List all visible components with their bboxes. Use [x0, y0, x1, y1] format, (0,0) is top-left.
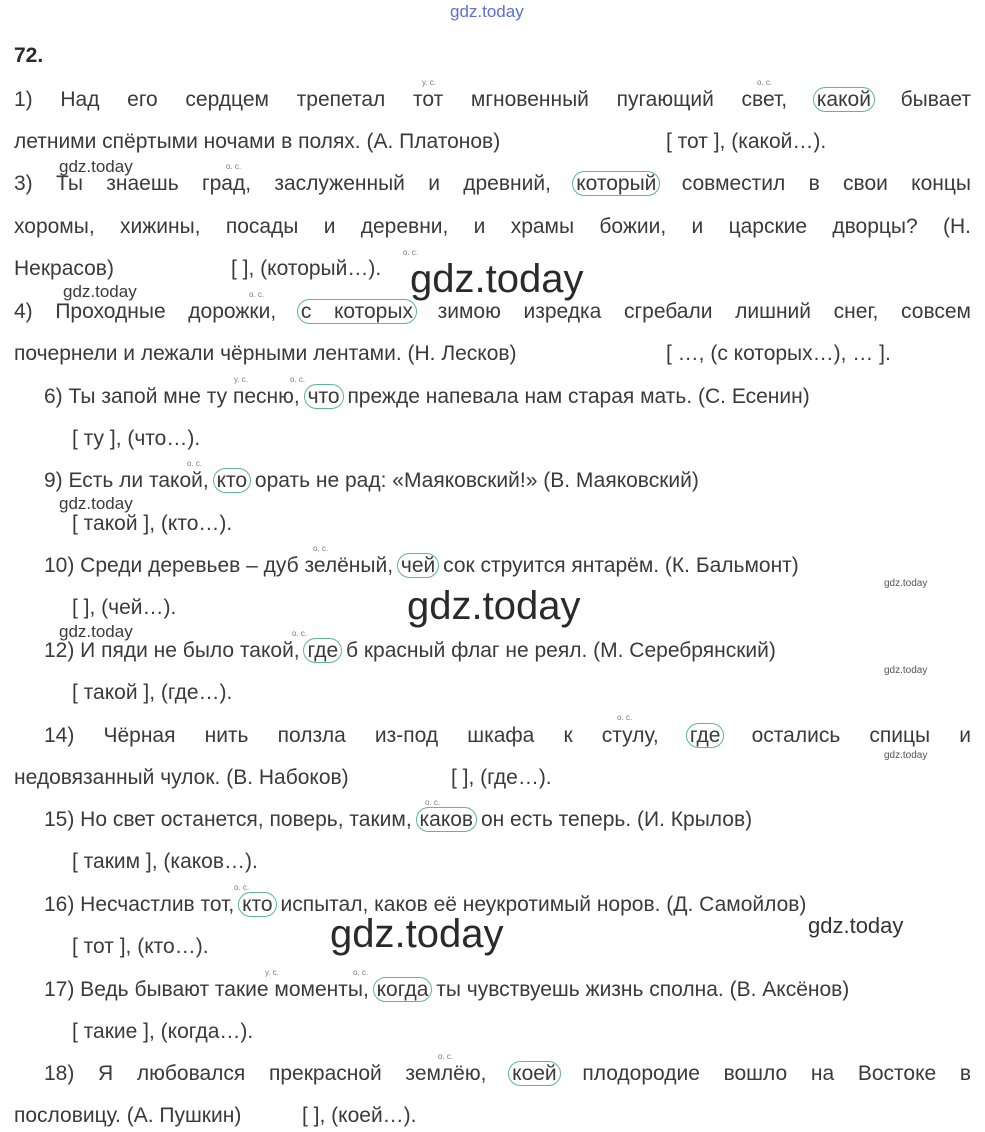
relative-word-highlight: что [304, 384, 344, 409]
note-us: у. с. [422, 78, 436, 87]
watermark-small: gdz.today [59, 157, 133, 176]
sentence-3-line-2 [14, 214, 971, 240]
relative-word-highlight: где [303, 638, 342, 663]
exercise-number: 72. [14, 44, 44, 67]
watermark-tiny: gdz.today [884, 578, 928, 589]
watermark-big: gdz.today [410, 257, 584, 301]
scheme-12: [ такой ], (где…). [72, 681, 233, 704]
text-segment: 10) Среди деревьев – дуб зелёный, [44, 554, 394, 577]
scheme-3: [ ], (который…). [231, 257, 382, 280]
scheme-18: [ ], (коей…). [302, 1104, 417, 1127]
text-segment: б красный флаг не реял. (М. Серебрянский) [345, 639, 776, 662]
text-segment: 3) Ты знаешь град, заслуженный и древний, [14, 172, 551, 195]
text-segment: совместил в свои концы [681, 172, 971, 195]
relative-word-highlight: с которых [297, 299, 417, 324]
sentence-18-line-2: пословицу. (А. Пушкин) [14, 1104, 242, 1127]
scheme-16: [ тот ], (кто…). [72, 935, 209, 958]
scheme-1: [ тот ], (какой…). [666, 130, 827, 153]
relative-word-highlight: кто [213, 468, 252, 493]
sentence-12-line-1 [44, 638, 776, 664]
scheme-4: [ …, (с которых…), … ]. [666, 342, 891, 365]
watermark-big: gdz.today [330, 912, 504, 956]
watermark-top: gdz.today [450, 2, 524, 21]
watermark-tiny: gdz.today [884, 750, 928, 761]
text-segment: 9) Есть ли такой, [44, 469, 209, 492]
sentence-14-line-2: недовязанный чулок. (В. Набоков) [14, 766, 349, 789]
note-os: о. с. [313, 544, 329, 553]
text-segment: летними спёртыми ночами в полях. (А. Платонов) [14, 130, 501, 153]
relative-word-highlight: который [572, 171, 660, 196]
sentence-4-line-2: почернели и лежали чёрными лентами. (Н. Лесков) [14, 342, 517, 365]
scheme-17: [ такие ], (когда…). [72, 1020, 254, 1043]
text-segment: 12) И пяди не было такой, [44, 639, 300, 662]
text-segment: зимою изредка сгребали лишний снег, совсем [437, 300, 971, 323]
note-os: о. с. [234, 883, 250, 892]
text-segment: 15) Но свет останется, поверь, таким, [44, 808, 412, 831]
note-os: о. с. [403, 248, 419, 257]
relative-word-highlight: кто [238, 892, 277, 917]
text-segment: остались спицы и [751, 724, 971, 747]
note-os: о. с. [292, 629, 308, 638]
note-os: о. с. [353, 968, 369, 977]
scheme-10: [ ], (чей…). [72, 596, 177, 619]
sentence-4-line-1 [14, 299, 971, 325]
note-os: о. с. [438, 1052, 454, 1061]
text-segment: 1) Над его сердцем трепетал тот мгновенный пугающий свет, [14, 88, 788, 111]
relative-word-highlight: коей [508, 1061, 561, 1086]
note-os: о. с. [187, 459, 203, 468]
sentence-14-line-1 [44, 723, 971, 749]
note-os: о. с. [290, 375, 306, 384]
relative-word-highlight: когда [373, 977, 433, 1002]
sentence-18-line-1 [44, 1061, 971, 1087]
text-segment: 4) Проходные дорожки, [14, 300, 277, 323]
text-segment: плодородие вошло на Востоке в [582, 1062, 972, 1085]
relative-word-highlight: где [686, 723, 725, 748]
watermark-tiny: gdz.today [884, 665, 928, 676]
text-segment: хоромы, хижины, посады и деревни, и храмы божии, и царские дворцы? (Н. [14, 215, 971, 238]
text-segment: 16) Несчастлив тот, [44, 893, 235, 916]
text-segment: 14) Чёрная нить ползла из-под шкафа к стулу, [44, 724, 659, 747]
text-segment: бывает [900, 88, 971, 111]
scheme-14: [ ], (где…). [451, 766, 552, 789]
sentence-15-line-1 [44, 807, 752, 833]
note-us: у. с. [265, 968, 279, 977]
relative-word-highlight: чей [397, 553, 439, 578]
text-segment: 18) Я любовался прекрасной землёю, [44, 1062, 487, 1085]
sentence-3-line-1 [14, 171, 971, 197]
note-os: о. с. [249, 290, 265, 299]
scheme-6: [ ту ], (что…). [72, 427, 201, 450]
sentence-1-line-1 [14, 87, 971, 113]
note-os: о. с. [617, 713, 633, 722]
note-os: о. с. [226, 162, 242, 171]
scheme-15: [ таким ], (каков…). [72, 850, 258, 873]
sentence-9-line-1 [44, 468, 699, 494]
note-us: у. с. [234, 375, 248, 384]
text-segment: прежде напевала нам старая мать. (С. Есенин) [347, 385, 810, 408]
sentence-3-line-3: Некрасов) [14, 257, 114, 280]
text-segment: испытал, каков её неукротимый норов. (Д. Самойлов) [280, 893, 807, 916]
sentence-1-line-2 [14, 129, 500, 155]
text-segment: ты чувствуешь жизнь сполна. (В. Аксёнов) [436, 978, 850, 1001]
sentence-6-line-1 [44, 384, 810, 410]
watermark-small: gdz.today [63, 282, 137, 301]
text-segment: орать не рад: «Маяковский!» (В. Маяковский) [254, 469, 699, 492]
relative-word-highlight: какой [813, 87, 875, 112]
note-os: о. с. [425, 798, 441, 807]
sentence-10-line-1 [44, 553, 799, 579]
text-segment: 17) Ведь бывают такие моменты, [44, 978, 369, 1001]
relative-word-highlight: каков [416, 807, 478, 832]
text-segment: 6) Ты запой мне ту песню, [44, 385, 300, 408]
sentence-17-line-1 [44, 977, 849, 1003]
note-os: о. с. [757, 78, 773, 87]
watermark-small: gdz.today [59, 622, 133, 641]
text-segment: сок струится янтарём. (К. Бальмонт) [443, 554, 799, 577]
watermark-big: gdz.today [407, 584, 581, 628]
scheme-9: [ такой ], (кто…). [72, 512, 233, 535]
watermark-medium: gdz.today [808, 913, 904, 938]
text-segment: он есть теперь. (И. Крылов) [480, 808, 753, 831]
watermark-small: gdz.today [59, 494, 133, 513]
